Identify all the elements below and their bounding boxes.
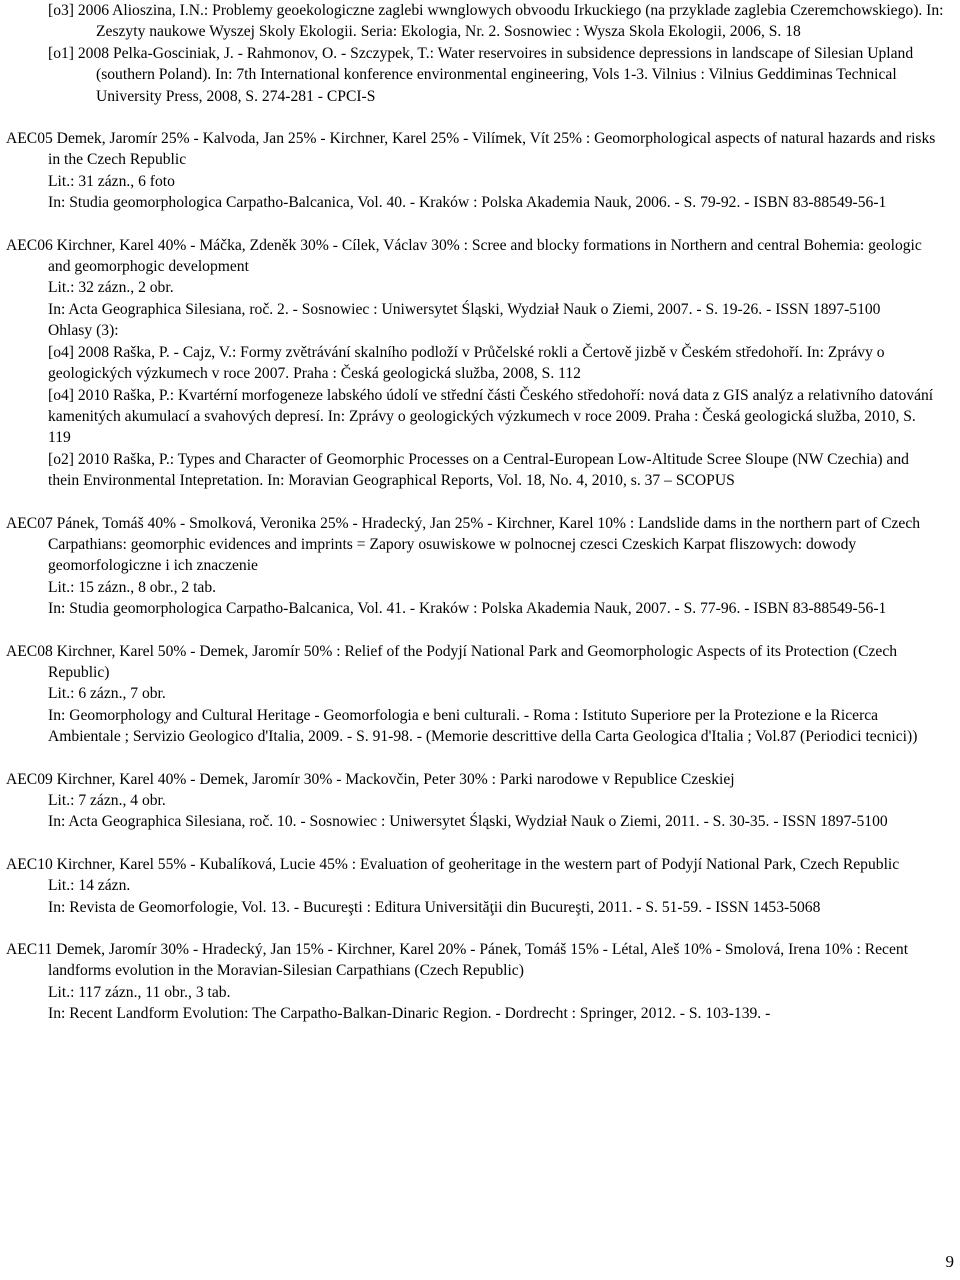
- record-line: In: Recent Landform Evolution: The Carpatho-Balkan-Dinaric Region. - Dordrecht : Springer, 2012. - S. 103-139. -: [48, 1005, 771, 1023]
- record-line: In: Geomorphology and Cultural Heritage - Geomorfologia e beni culturali. - Roma : Istituto Superiore per la Protezione e la Ricerca Ambientale ; Servizio Geologico d'Italia, 2009. - S. 91-98. - (Memorie descrittive della Carta Geologica d'Italia ; Vol.87 (Periodici tecnici)): [48, 706, 918, 746]
- citation-line: [o3] 2006 Alioszina, I.N.: Problemy geoekologiczne zaglebi wwnglowych obvoodu Irkuckiego (na przyklade zaglebia Czeremchowskiego). In: Zeszyty naukowe Wyszej Skoly Ekologii. Seria: Ekologia, Nr. 2. Sosnowiec : Wysza Skola Ekologii, 2006, S. 18: [48, 2, 944, 41]
- record-line: Lit.: 6 zázn., 7 obr.: [48, 685, 166, 703]
- record-line: Lit.: 31 zázn., 6 foto: [48, 172, 175, 190]
- record-title: AEC10 Kirchner, Karel 55% - Kubalíková, Lucie 45% : Evaluation of geoheritage in the western part of Podyjí National Park, Czech Republic: [6, 855, 900, 873]
- record-title: AEC09 Kirchner, Karel 40% - Demek, Jaromír 30% - Mackovčin, Peter 30% : Parki narodowe v Republice Czeskiej: [6, 770, 735, 788]
- record-title: AEC11 Demek, Jaromír 30% - Hradecký, Jan 15% - Kirchner, Karel 20% - Pánek, Tomáš 15% - Létal, Aleš 10% - Smolová, Irena 10% : Recent landforms evolution in the Moravian-Silesian Carpathians (Czech Republic): [6, 941, 909, 980]
- record-line: Lit.: 7 zázn., 4 obr.: [48, 792, 166, 809]
- citation-line: [o2] 2010 Raška, P.: Types and Character of Geomorphic Processes on a Central-European Low-Altitude Scree Sloupe (NW Czechia) and thein Environmental Intepretation. In: Moravian Geographical Reports, Vol. 18, No. 4, 2010, s. 37 – SCOPUS: [48, 450, 909, 490]
- publication-record: [0, 769, 960, 833]
- publication-record: [0, 128, 960, 214]
- citation-line: [o4] 2008 Raška, P. - Cajz, V.: Formy zvětrávání skalního podloží v Průčelské rokli a Čertově jizbě v Českém středohoří. In: Zprávy o geologických výzkumech v roce 2007. Praha : Česká geologická služba, 2008, S. 112: [48, 343, 885, 383]
- record-line: Lit.: 32 zázn., 2 obr.: [48, 279, 174, 297]
- publication-record: [0, 235, 960, 492]
- citations-heading: Ohlasy (3):: [48, 322, 119, 340]
- record-line: In: Acta Geographica Silesiana, roč. 2. - Sosnowiec : Uniwersytet Śląski, Wydział Nauk o Ziemi, 2007. - S. 19-26. - ISSN 1897-5100: [48, 300, 881, 318]
- record-title: AEC08 Kirchner, Karel 50% - Demek, Jaromír 50% : Relief of the Podyjí National Park and Geomorphologic Aspects of its Protection (Czech Republic): [6, 642, 898, 681]
- record-line: In: Studia geomorphologica Carpatho-Balcanica, Vol. 41. - Kraków : Polska Akademia Nauk, 2007. - S. 77-96. - ISBN 83-88549-56-1: [48, 600, 887, 618]
- publication-record: [0, 854, 960, 918]
- record-title: AEC06 Kirchner, Karel 40% - Máčka, Zdeněk 30% - Cílek, Václav 30% : Scree and blocky formations in Northern and central Bohemia: geologic and geomorphogic development: [6, 236, 922, 276]
- page-number: 9: [945, 1251, 954, 1271]
- record-title: AEC05 Demek, Jaromír 25% - Kalvoda, Jan 25% - Kirchner, Karel 25% - Vilímek, Vít 25% : Geomorphological aspects of natural hazards and risks in the Czech Republic: [6, 130, 936, 169]
- record-line: Lit.: 14 zázn.: [48, 877, 131, 895]
- citation-line: [o1] 2008 Pelka-Gosciniak, J. - Rahmonov, O. - Szczypek, T.: Water reservoires in subsidence depressions in landscape of Silesian Upland (southern Poland). In: 7th International konference environmental engineering, Vols 1-3. Vilnius : Vilnius Geddiminas Technical University Press, 2008, S. 274-281 - CPCI-S: [48, 44, 914, 105]
- publication-record: [0, 513, 960, 620]
- publication-record: [0, 641, 960, 748]
- record-line: Lit.: 15 zázn., 8 obr., 2 tab.: [48, 578, 217, 596]
- record-line: In: Studia geomorphologica Carpatho-Balcanica, Vol. 40. - Kraków : Polska Akademia Nauk, 2006. - S. 79-92. - ISBN 83-88549-56-1: [48, 194, 887, 212]
- citation-line: [o4] 2010 Raška, P.: Kvartérní morfogeneze labského údolí ve střední části Českého středohoří: nová data z GIS analýz a relativního datování kamenitých akumulací a svahových depresí. In: Zprávy o geologických výzkumech v roce 2009. Praha : Česká geologická služba, 2010, S. 119: [48, 386, 934, 447]
- record-title: AEC07 Pánek, Tomáš 40% - Smolková, Veronika 25% - Hradecký, Jan 25% - Kirchner, Karel 10% : Landslide dams in the northern part of Czech Carpathians: geomorphic evidences and imprints = Zapory osuwiskowe w polnocnej czesci Czeskich Karpat fliszowych: dowody geomorfologiczne i ich znaczenie: [6, 514, 921, 575]
- record-line: In: Acta Geographica Silesiana, roč. 10. - Sosnowiec : Uniwersytet Śląski, Wydział Nauk o Ziemi, 2011. - S. 30-35. - ISSN 1897-5100: [48, 813, 888, 831]
- citation-continuation: [0, 0, 960, 107]
- record-line: In: Revista de Geomorfologie, Vol. 13. - Bucureşti : Editura Universităţii din Bucureşti, 2011. - S. 51-59. - ISSN 1453-5068: [48, 898, 821, 916]
- publication-record: [0, 939, 960, 1025]
- record-line: Lit.: 117 zázn., 11 obr., 3 tab.: [48, 983, 231, 1001]
